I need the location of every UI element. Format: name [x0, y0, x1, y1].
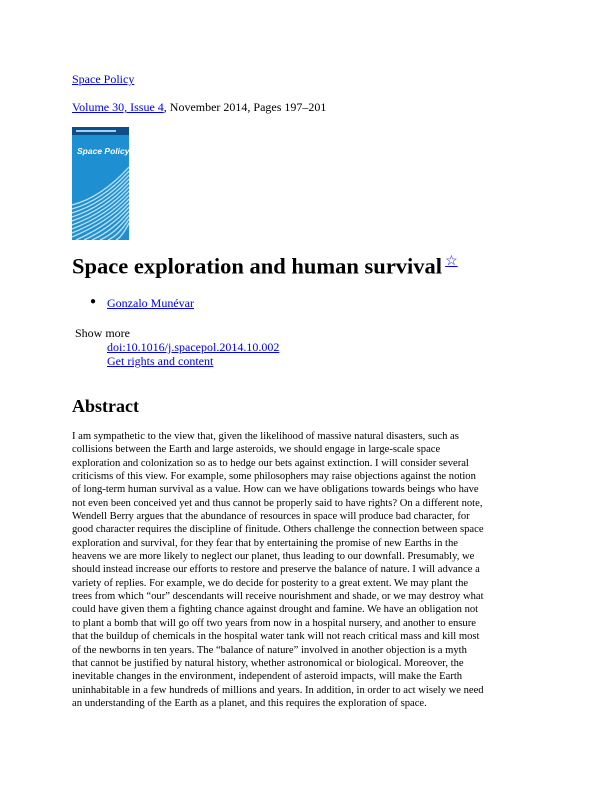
abstract-line: of long-term human survival as a value. How can we have obligations towards beings who have: [72, 484, 479, 496]
journal-cover-image[interactable]: [72, 127, 129, 240]
author-link[interactable]: Gonzalo Munévar: [107, 296, 194, 310]
abstract-line: I am sympathetic to the view that, given the likelihood of massive natural disasters, such as: [72, 431, 459, 442]
volume-issue-link[interactable]: Volume 30, Issue 4: [72, 100, 164, 114]
abstract-line: of the newborns in ten years. The “balance of nature” involved in another objection is a myth: [72, 644, 467, 656]
abstract-line: trees from which “our” descendants will receive nourishment and shade, or we may destroy what: [72, 591, 484, 603]
journal-link[interactable]: Space Policy: [72, 72, 135, 86]
bullet-icon: ●: [90, 296, 97, 307]
abstract-line: that cannot be justified by natural history, whether astronomical or biological. Moreover, the: [72, 657, 464, 669]
abstract-line: good character requires the discipline of finitude. Others challenge the connection between space: [72, 524, 484, 536]
cover-header-line: [76, 130, 116, 132]
abstract-line: exploration and survival, for they fear that by entertaining the promise of new Earths in the: [72, 537, 458, 549]
abstract-line: to plant a bomb that will go off two years from now in a hospital nursery, and another to ensure: [72, 617, 476, 629]
abstract-line: collisions between the Earth and large asteroids, we should engage in large-scale space: [72, 444, 441, 456]
rights-link[interactable]: Get rights and content: [107, 354, 214, 368]
doi-link[interactable]: doi:10.1016/j.spacepol.2014.10.002: [107, 340, 280, 354]
article-title: Space exploration and human survival: [72, 253, 443, 279]
show-more-button[interactable]: Show more: [75, 326, 130, 340]
abstract-heading: Abstract: [72, 396, 139, 416]
abstract-line: an understanding of the Earth as a planet, and this requires the exploration of space.: [72, 697, 427, 709]
abstract-line: should instead increase our efforts to restore and preserve the balance of nature. I will advance a: [72, 564, 480, 576]
abstract-line: not even been conceived yet and thus cannot be properly said to have rights? On a different note,: [72, 497, 483, 509]
cover-graphic: [72, 127, 129, 240]
abstract-line: uninhabitable in a few hundreds of millions and years. In addition, in order to act wisely we need: [72, 684, 484, 696]
abstract-line: heavens we are more likely to neglect our planet, thus leading to our downfall. Presumably, we: [72, 551, 475, 563]
article-title-heading: [72, 253, 458, 280]
abstract-line: exploration and colonization so as to hedge our bets against extinction. I will consider several: [72, 457, 469, 469]
abstract-line: inevitable changes in the environment, independent of asteroid impacts, will make the Earth: [72, 671, 463, 683]
abstract-line: criticisms of this view. For example, some philosophers may raise objections against the notion: [72, 471, 476, 483]
volume-details: , November 2014, Pages 197–201: [163, 100, 327, 114]
title-footnote-star-icon[interactable]: ☆: [445, 254, 458, 269]
abstract-line: Wendell Berry argues that the abundance of resources in space will produce bad character, for: [72, 511, 470, 523]
abstract-line: variety of replies. For example, we do decide for posterity to a great extent. We may plant the: [72, 577, 469, 589]
cover-title: Space Policy: [77, 146, 129, 156]
volume-line: [72, 100, 326, 115]
abstract-text: [72, 430, 542, 710]
abstract-line: that the buildup of chemicals in the hospital water tank will not reach critical mass and kill most: [72, 631, 480, 643]
abstract-line: could have given them a fighting chance against drought and famine. We have an obligation not: [72, 604, 479, 616]
